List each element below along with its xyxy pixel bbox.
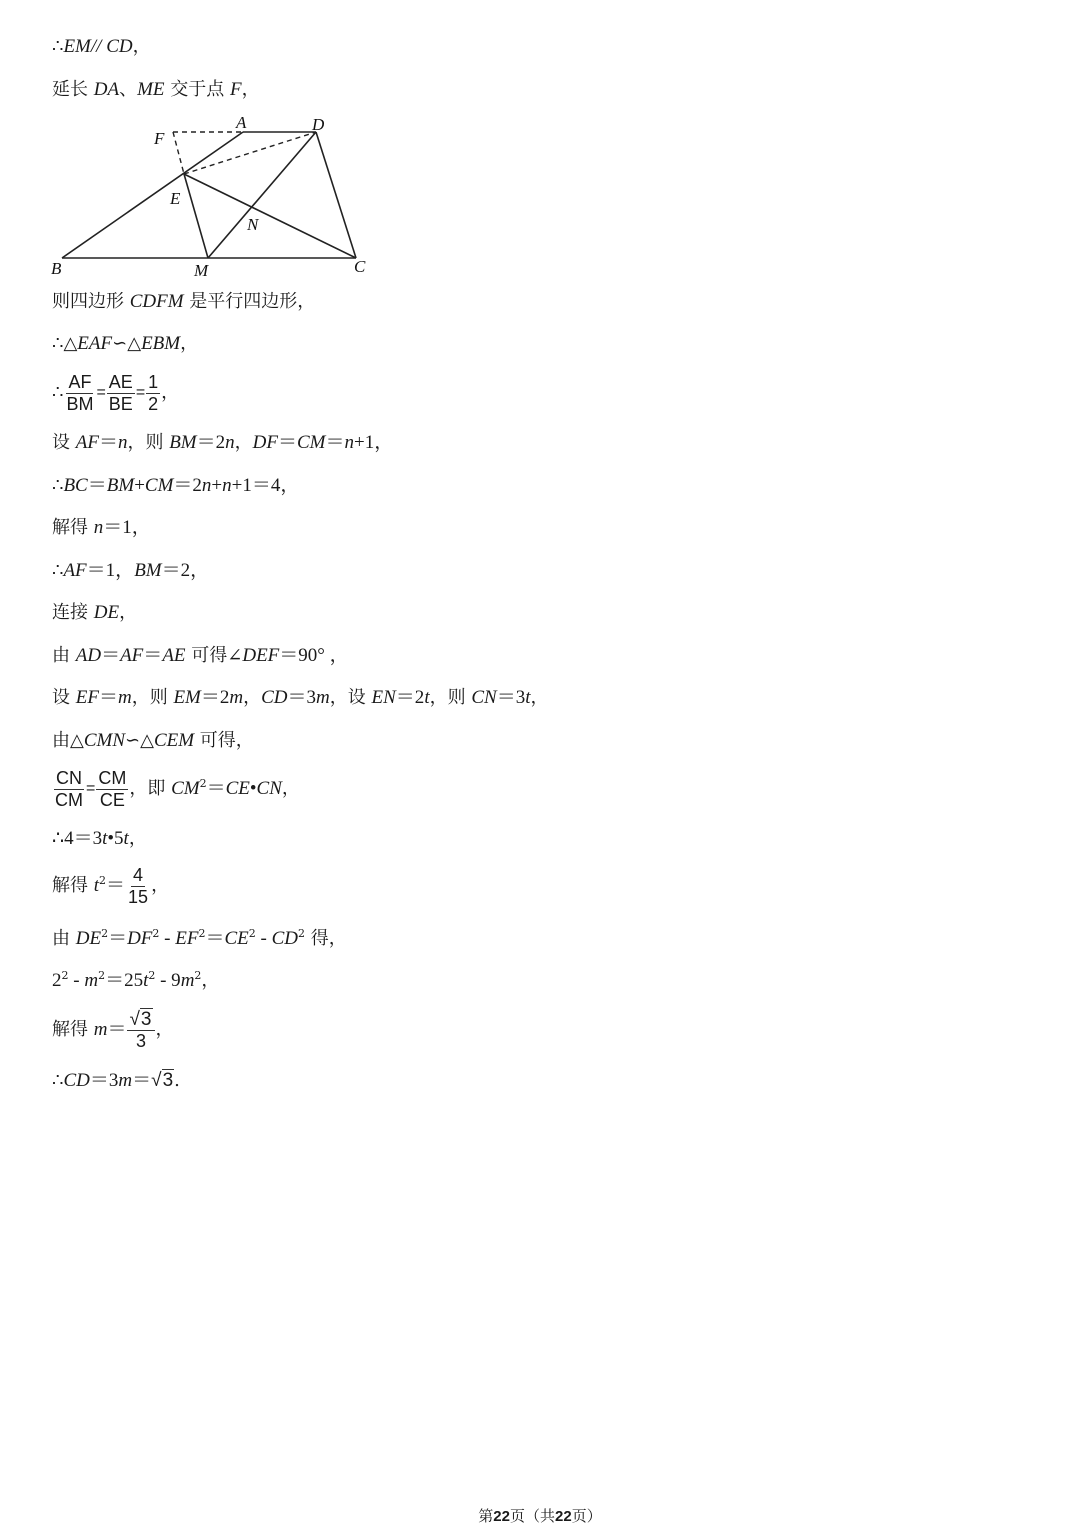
text: ， bbox=[201, 970, 220, 991]
denominator: BE bbox=[108, 393, 133, 414]
fraction-4-15 bbox=[126, 865, 150, 908]
var: n bbox=[201, 475, 212, 496]
text-cd: CD bbox=[106, 36, 133, 57]
line-15 bbox=[52, 827, 147, 851]
var: m bbox=[229, 687, 244, 708]
line-18 bbox=[52, 969, 219, 993]
var: t bbox=[102, 828, 108, 849]
segment-em bbox=[184, 174, 208, 258]
text: ＝ bbox=[108, 928, 128, 949]
var: n bbox=[117, 432, 128, 453]
var: CM bbox=[297, 432, 326, 453]
var: CM bbox=[171, 778, 200, 799]
var: BM bbox=[134, 560, 162, 581]
text: ＝3 bbox=[496, 687, 526, 708]
var: AD bbox=[75, 645, 102, 666]
dashed-fe bbox=[173, 132, 184, 174]
text: ＝1， bbox=[86, 560, 135, 581]
var: CE bbox=[224, 928, 249, 949]
text: ＝1， bbox=[103, 517, 151, 538]
line-14 bbox=[52, 766, 300, 812]
exponent: 2 bbox=[194, 969, 202, 982]
geometry-figure bbox=[48, 112, 378, 284]
therefore-symbol: ∴ bbox=[52, 382, 64, 403]
var: CD bbox=[261, 687, 288, 708]
text: ＝ bbox=[87, 475, 107, 496]
var: EAF bbox=[77, 333, 113, 354]
text: . bbox=[174, 1070, 180, 1091]
text: 是平行四边形， bbox=[183, 291, 316, 312]
parallel-symbol: // bbox=[90, 36, 107, 57]
text: ＝ bbox=[206, 778, 226, 799]
var: F bbox=[229, 79, 242, 100]
var: t bbox=[525, 687, 531, 708]
text: ， bbox=[119, 602, 138, 623]
var: t bbox=[424, 687, 430, 708]
exponent: 2 bbox=[152, 927, 160, 940]
label-b: B bbox=[51, 259, 62, 278]
text: ，即 bbox=[129, 778, 172, 799]
text: ，则 bbox=[131, 687, 174, 708]
var: EF bbox=[175, 928, 199, 949]
var: CE bbox=[225, 778, 250, 799]
label-a: A bbox=[236, 113, 247, 132]
sqrt-3 bbox=[151, 1069, 174, 1091]
text: ∴ bbox=[52, 475, 64, 496]
line-6 bbox=[52, 431, 393, 455]
line-16 bbox=[52, 862, 169, 910]
numerator: CN bbox=[56, 767, 82, 788]
text: 可得∠ bbox=[185, 645, 243, 666]
text: ＝90° ， bbox=[279, 645, 349, 666]
text-em: EM bbox=[63, 36, 91, 57]
numerator: AF bbox=[68, 371, 92, 392]
text: - 9 bbox=[155, 970, 181, 991]
label-n: N bbox=[247, 215, 259, 234]
var: n bbox=[344, 432, 355, 453]
label-d: D bbox=[312, 115, 325, 134]
var: BC bbox=[63, 475, 88, 496]
var: EF bbox=[75, 687, 99, 708]
label-m: M bbox=[194, 261, 209, 280]
var: m bbox=[118, 1070, 133, 1091]
text: - bbox=[68, 970, 85, 991]
exponent: 2 bbox=[101, 927, 109, 940]
text: ∽△ bbox=[112, 333, 142, 354]
var: m bbox=[93, 1019, 108, 1040]
denominator: 15 bbox=[128, 886, 149, 907]
exponent: 2 bbox=[297, 927, 305, 940]
punct: ， bbox=[132, 36, 151, 57]
punct: ， bbox=[161, 382, 180, 403]
text: ，设 bbox=[329, 687, 372, 708]
line-4 bbox=[52, 332, 198, 356]
line-11 bbox=[52, 644, 349, 668]
var: t bbox=[143, 970, 149, 991]
line-3 bbox=[52, 290, 315, 314]
exponent: 2 bbox=[198, 927, 206, 940]
text: • bbox=[249, 778, 257, 799]
text: ， bbox=[180, 333, 199, 354]
text: ∽△ bbox=[125, 730, 154, 751]
text: ∴ bbox=[52, 1070, 64, 1091]
text: ＝2 bbox=[395, 687, 425, 708]
text: 由 bbox=[52, 928, 76, 949]
segment-dm bbox=[208, 132, 316, 258]
text: ， bbox=[281, 778, 300, 799]
text: ＝2 bbox=[200, 687, 230, 708]
line-7 bbox=[52, 474, 299, 498]
text: 由△ bbox=[52, 730, 84, 751]
var: n bbox=[222, 475, 232, 496]
text: ＝25 bbox=[105, 970, 144, 991]
text: 解得 bbox=[52, 517, 94, 538]
var: BM bbox=[106, 475, 135, 496]
var: m bbox=[316, 687, 330, 708]
var: t bbox=[123, 828, 129, 849]
text: ，则 bbox=[127, 432, 170, 453]
equals: = bbox=[86, 780, 96, 797]
var: m bbox=[117, 687, 132, 708]
text: ＝3 bbox=[287, 687, 317, 708]
var: DA bbox=[93, 79, 120, 100]
text: ， bbox=[151, 875, 170, 896]
numerator: CM bbox=[98, 767, 127, 788]
exponent: 2 bbox=[199, 777, 207, 790]
var: CN bbox=[471, 687, 497, 708]
var: t bbox=[93, 875, 100, 896]
var: AF bbox=[75, 432, 99, 453]
exponent: 2 bbox=[99, 874, 107, 887]
exponent: 2 bbox=[61, 969, 69, 982]
text: - bbox=[159, 928, 176, 949]
denominator: BM bbox=[66, 393, 94, 414]
var: EBM bbox=[141, 333, 181, 354]
var: CMN bbox=[83, 730, 126, 751]
var: CDFM bbox=[129, 291, 184, 312]
text: 第 bbox=[478, 1507, 494, 1525]
var: AE bbox=[162, 645, 186, 666]
numerator bbox=[127, 1009, 154, 1031]
text: ＝ bbox=[325, 432, 345, 453]
fraction-one-half bbox=[146, 372, 160, 415]
page-number: 22 bbox=[493, 1508, 510, 1525]
denominator: 2 bbox=[148, 393, 159, 414]
fraction-cn-cm bbox=[53, 768, 85, 811]
fraction-af-bm bbox=[64, 372, 95, 415]
text: ＝ bbox=[132, 1070, 152, 1091]
text: ， bbox=[128, 828, 147, 849]
var: m bbox=[180, 970, 195, 991]
text: •5 bbox=[107, 828, 124, 849]
line-19 bbox=[52, 1006, 174, 1054]
var: EN bbox=[371, 687, 396, 708]
text: ＝ bbox=[205, 928, 225, 949]
var: DE bbox=[75, 928, 102, 949]
line-2 bbox=[52, 78, 260, 102]
text: 、 bbox=[119, 79, 138, 100]
text: +1＝4， bbox=[231, 475, 300, 496]
line-13 bbox=[52, 729, 254, 753]
text: 解得 bbox=[52, 1019, 94, 1040]
denominator: 3 bbox=[135, 1030, 146, 1051]
line-12 bbox=[52, 686, 548, 710]
equals: = bbox=[96, 384, 106, 401]
text: 则四边形 bbox=[52, 291, 130, 312]
equals: = bbox=[135, 384, 146, 401]
line-8 bbox=[52, 516, 151, 540]
fraction-sqrt3-3 bbox=[127, 1009, 154, 1052]
text: ＝3 bbox=[89, 1070, 119, 1091]
text: ， bbox=[155, 1019, 174, 1040]
page-footer bbox=[0, 1506, 1080, 1527]
var: CD bbox=[271, 928, 298, 949]
var: CEM bbox=[153, 730, 195, 751]
var: DE bbox=[93, 602, 120, 623]
text: 页） bbox=[571, 1507, 602, 1525]
var: EM bbox=[173, 687, 201, 708]
text: - bbox=[255, 928, 272, 949]
var: n bbox=[225, 432, 235, 453]
label-c: C bbox=[354, 257, 366, 276]
exponent: 2 bbox=[148, 969, 156, 982]
exponent: 2 bbox=[98, 969, 106, 982]
segment-dc bbox=[316, 132, 356, 258]
sqrt-sign: √ bbox=[129, 1008, 140, 1030]
exponent: 2 bbox=[248, 927, 256, 940]
text: ， bbox=[243, 687, 262, 708]
numerator: AE bbox=[108, 371, 133, 392]
label-e: E bbox=[170, 189, 181, 208]
text: 由 bbox=[52, 645, 76, 666]
var: n bbox=[93, 517, 104, 538]
var: m bbox=[84, 970, 99, 991]
therefore-symbol: ∴ bbox=[52, 36, 64, 57]
text: ＝ bbox=[98, 432, 118, 453]
segment-ba bbox=[62, 132, 243, 258]
var: DF bbox=[252, 432, 278, 453]
line-17 bbox=[52, 927, 347, 951]
text: 连接 bbox=[52, 602, 94, 623]
radicand: 3 bbox=[140, 1008, 152, 1030]
text: + bbox=[134, 475, 145, 496]
text: ＝ bbox=[107, 1019, 127, 1040]
text: ， bbox=[241, 79, 260, 100]
var: CD bbox=[63, 1070, 90, 1091]
line-5 bbox=[52, 370, 179, 416]
line-1 bbox=[52, 35, 151, 59]
text: ＝ bbox=[143, 645, 163, 666]
text: 延长 bbox=[52, 79, 94, 100]
text: ＝2 bbox=[173, 475, 202, 496]
text: ＝2， bbox=[161, 560, 210, 581]
text: ＝2 bbox=[196, 432, 226, 453]
fraction-ae-be bbox=[107, 372, 135, 415]
label-f: F bbox=[154, 129, 165, 148]
denominator: CE bbox=[99, 789, 125, 810]
denominator: CM bbox=[55, 789, 83, 810]
line-10 bbox=[52, 601, 137, 625]
dashed-ed bbox=[184, 132, 316, 174]
text: 页（共 bbox=[509, 1507, 555, 1525]
text: ∴ bbox=[52, 560, 64, 581]
var: BM bbox=[169, 432, 197, 453]
text: ∴△ bbox=[52, 333, 78, 354]
text: 交于点 bbox=[164, 79, 230, 100]
text: ，则 bbox=[429, 687, 472, 708]
var: AF bbox=[63, 560, 87, 581]
var: ME bbox=[137, 79, 165, 100]
text: ＝ bbox=[106, 875, 126, 896]
text: +1， bbox=[354, 432, 394, 453]
text: 解得 bbox=[52, 875, 94, 896]
text: ＝ bbox=[98, 687, 118, 708]
text: 得， bbox=[304, 928, 347, 949]
page-total: 22 bbox=[555, 1508, 572, 1525]
numerator: 1 bbox=[148, 371, 159, 392]
text: ， bbox=[530, 687, 549, 708]
text: ＝ bbox=[277, 432, 297, 453]
numerator: 4 bbox=[133, 864, 144, 885]
line-20 bbox=[52, 1069, 180, 1093]
line-9 bbox=[52, 559, 209, 583]
text: ， bbox=[234, 432, 253, 453]
var: DEF bbox=[242, 645, 280, 666]
var: AF bbox=[120, 645, 144, 666]
text: + bbox=[211, 475, 223, 496]
text: 2 bbox=[52, 970, 62, 991]
var: CM bbox=[144, 475, 174, 496]
text: ＝ bbox=[101, 645, 121, 666]
var: CN bbox=[256, 778, 282, 799]
fraction-cm-ce bbox=[96, 768, 128, 811]
radicand: 3 bbox=[162, 1070, 174, 1091]
text: ∴4＝3 bbox=[52, 828, 103, 849]
text: 设 bbox=[52, 687, 76, 708]
var: DF bbox=[127, 928, 153, 949]
sqrt-sign: √ bbox=[151, 1070, 162, 1091]
text: 可得， bbox=[194, 730, 254, 751]
text: 设 bbox=[52, 432, 76, 453]
